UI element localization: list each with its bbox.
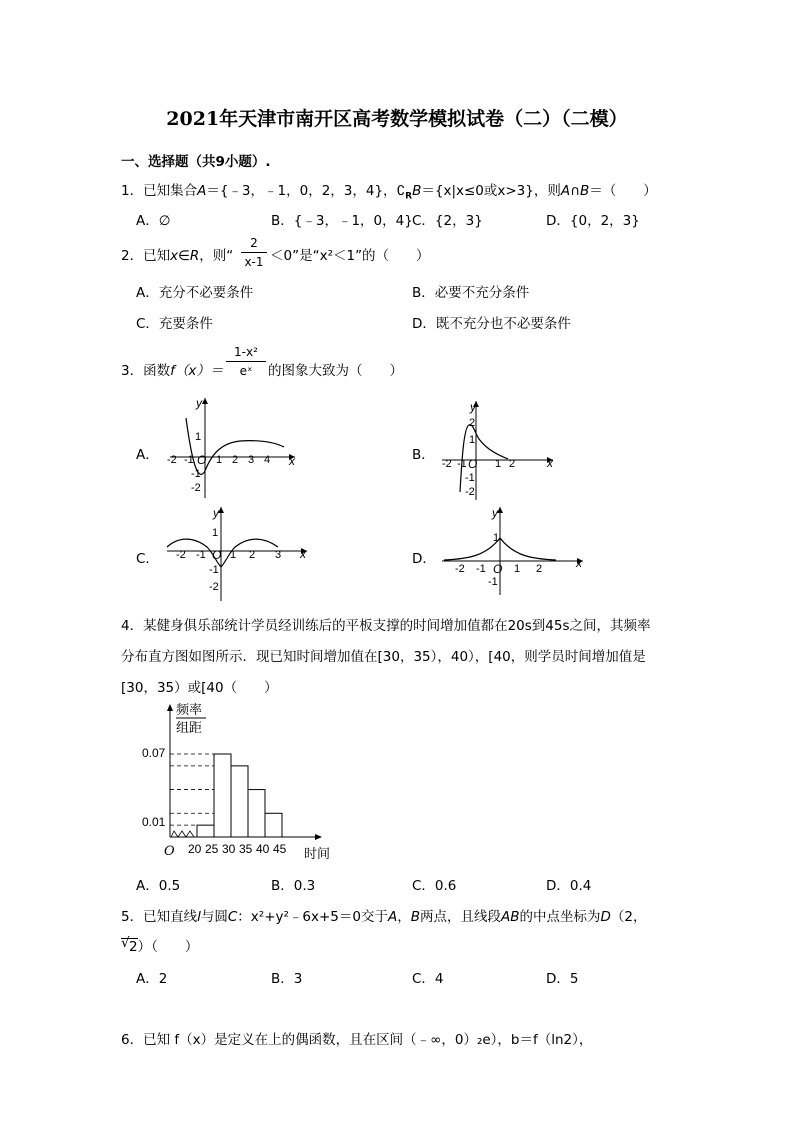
histogram-bar-2 [231, 766, 248, 837]
graph-d-x-label: x [576, 556, 582, 570]
q2-text-a: 已知 [143, 248, 171, 264]
q3-graph-d[interactable] [438, 503, 588, 598]
histogram-x-tick-30: 30 [222, 842, 236, 856]
q4-option-a[interactable]: A．0.5 [136, 878, 181, 894]
q5-text-g: （2， [610, 909, 647, 925]
graph-b-tick-y-neg1: -1 [465, 472, 475, 484]
q2-stem-left [121, 244, 233, 264]
graph-d-origin: O [493, 562, 503, 576]
q1-r: R [405, 191, 413, 202]
q2-frac-numerator: 2 [250, 236, 258, 250]
graph-a-tick-x-neg1: -1 [184, 454, 194, 466]
histogram-y-tick-001: 0.01 [142, 815, 166, 829]
graph-a-tick-y-neg2: -2 [191, 482, 201, 494]
q5-line2-rest: ）（ ） [137, 939, 199, 955]
graph-a-origin: O [197, 453, 207, 467]
q4-option-c[interactable]: C．0.6 [412, 878, 457, 894]
q3-graph-b[interactable] [438, 397, 558, 502]
q3-fx: f（x）＝ [170, 363, 224, 379]
graph-a-tick-x-4: 4 [264, 454, 271, 466]
q5-l: l [197, 909, 201, 925]
graph-b-tick-x-neg1: -1 [457, 458, 467, 470]
q3-option-a-label[interactable]: A． [136, 447, 159, 463]
graph-b-x-label: x [547, 456, 553, 470]
q6-number: 6． [121, 1032, 144, 1048]
histogram-axis-break [171, 831, 194, 837]
q1-text-b: ＝{﹣3，﹣1，0，2，3，4}， [206, 183, 397, 199]
histogram-ylabel-top: 频率 [176, 702, 203, 717]
graph-d-tick-x-2: 2 [536, 563, 543, 575]
graph-c-tick-x-2: 2 [249, 549, 256, 561]
graph-c-tick-y-neg2: -2 [209, 581, 219, 593]
q3-graph-a[interactable] [160, 393, 300, 503]
histogram-bar-1 [214, 754, 231, 837]
q5-text-a: 已知直线 [143, 909, 198, 925]
q4-stem-line-1 [121, 614, 651, 634]
q2-fraction [241, 236, 267, 269]
q5-stem-line-2 [121, 935, 198, 955]
q4-stem-line-3: [30，35）或[40（ ） [121, 680, 278, 696]
q1-option-a[interactable]: A．∅ [136, 213, 171, 229]
q5-ab: AB [501, 909, 520, 925]
histogram-x-label: 时间 [304, 846, 331, 861]
question-1-stem [121, 179, 657, 202]
histogram-y-arrow [167, 704, 173, 711]
q5-stem-line-1 [121, 905, 647, 925]
q2-option-b[interactable]: B．必要不充分条件 [412, 285, 530, 301]
histogram-origin: O [164, 844, 175, 859]
q2-option-d[interactable]: D．既不充分也不必要条件 [412, 316, 571, 332]
graph-c-x-label: x [300, 547, 306, 561]
q5-option-c[interactable]: C．4 [412, 971, 444, 987]
q3-option-c-label[interactable]: C． [136, 551, 159, 567]
q1-text-a: 已知集合 [143, 183, 198, 199]
q5-text-f: 的中点坐标为 [519, 909, 601, 925]
graph-a-tick-x-neg2: -2 [167, 454, 177, 466]
graph-b-y-label: y [470, 400, 476, 414]
page-title: 2021年天津市南开区高考数学模拟试卷（二）（二模） [166, 108, 628, 130]
graph-c-tick-y-1: 1 [212, 527, 219, 539]
q1-option-d[interactable]: D．{0，2，3} [546, 213, 640, 229]
graph-a-x-label: x [289, 454, 295, 468]
q3-frac-numerator: 1-x² [234, 345, 258, 359]
q2-var: x∈R [170, 248, 200, 264]
q6-text: 已知 f（x）是定义在上的偶函数，且在区间（﹣∞，0）₂e），b＝f（ln2）， [143, 1032, 593, 1048]
graph-a-y-label: y [196, 396, 202, 410]
q2-frac-denominator: x-1 [244, 255, 264, 269]
graph-a-tick-y-1: 1 [195, 431, 202, 443]
q5-text-d: ， [397, 909, 411, 925]
q1-option-b[interactable]: B．{﹣3，﹣1，0，4} [271, 213, 413, 229]
q2-text-b: ，则“ [199, 248, 234, 264]
graph-d-tick-x-neg1: -1 [476, 563, 486, 575]
q5-text-c: ：x²+y²﹣6x+5＝0交于 [237, 909, 388, 925]
q5-option-b[interactable]: B．3 [271, 971, 303, 987]
graph-c-tick-x-neg2: -2 [176, 549, 186, 561]
histogram-ylabel-bottom: 组距 [176, 720, 203, 735]
histogram-bars [197, 754, 282, 837]
histogram-x-tick-45: 45 [273, 842, 287, 856]
graph-d-tick-x-1: 1 [514, 563, 521, 575]
graph-a-tick-x-2: 2 [232, 454, 239, 466]
q5-c: C [227, 909, 238, 925]
q3-stem-left [121, 359, 223, 379]
q1-set-a: A [197, 183, 207, 199]
graph-c-tick-x-1: 1 [230, 549, 237, 561]
q5-sqrt-value: 2 [129, 939, 138, 955]
q3-text-a: 函数 [143, 363, 171, 379]
q4-stem-line-2: 分布直方图如图所示．现已知时间增加值在[30，35），40），[40，则学员时间增加值是 [121, 649, 646, 665]
histogram-x-tick-40: 40 [256, 842, 270, 856]
graph-a-tick-x-1: 1 [216, 454, 223, 466]
q3-option-b-label[interactable]: B． [412, 447, 435, 463]
q1-text-c: ＝{x|x≤0或x>3}，则 [421, 183, 561, 199]
graph-d-tick-x-neg2: -2 [455, 563, 465, 575]
histogram-y-tick-007: 0.07 [142, 746, 166, 760]
q3-graph-c[interactable] [163, 503, 313, 603]
graph-c-origin: O [212, 548, 222, 562]
graph-b-tick-y-2: 2 [469, 417, 476, 429]
q5-d: D [600, 909, 611, 925]
q6-stem [121, 1028, 592, 1048]
q1-text-d: ＝（ ） [589, 183, 657, 199]
histogram-bar-3 [248, 790, 265, 837]
q2-option-c[interactable]: C．充要条件 [136, 316, 213, 332]
histogram-x-arrow [315, 834, 322, 840]
graph-b-tick-x-1: 1 [495, 458, 502, 470]
graph-b-tick-y-1: 1 [469, 434, 476, 446]
graph-b-tick-x-2: 2 [509, 458, 516, 470]
graph-a-tick-x-3: 3 [248, 454, 255, 466]
q3-frac-denominator: eˣ [239, 364, 253, 378]
q2-number: 2． [121, 248, 144, 264]
histogram-bar-0 [197, 825, 214, 837]
graph-d-tick-y-1: 1 [493, 532, 500, 544]
q2-option-a[interactable]: A．充分不必要条件 [136, 285, 254, 301]
q5-number: 5． [121, 909, 144, 925]
q4-option-d[interactable]: D．0.4 [546, 878, 592, 894]
graph-c-y-label: y [213, 506, 219, 520]
q5-option-d[interactable]: D．5 [546, 971, 579, 987]
q4-number: 4． [121, 618, 144, 634]
histogram-x-tick-35: 35 [239, 842, 253, 856]
histogram-x-ticks [188, 842, 287, 856]
q3-fraction [226, 345, 266, 378]
q5-b: B [410, 909, 420, 925]
radical-icon: √ [121, 935, 130, 951]
histogram-x-tick-25: 25 [205, 842, 219, 856]
q4-histogram[interactable] [136, 700, 336, 865]
graph-c-tick-x-neg1: -1 [196, 549, 206, 561]
q5-text-e: 两点，且线段 [420, 909, 501, 925]
q4-option-b[interactable]: B．0.3 [271, 878, 316, 894]
graph-d-y-label: y [492, 506, 498, 520]
graph-b-origin: O [468, 457, 478, 471]
section-heading: 一、选择题（共9小题）. [121, 154, 271, 170]
q3-text-b: 的图象大致为（ ） [268, 363, 403, 379]
q5-sqrt [121, 935, 138, 955]
graph-b-tick-x-neg2: -2 [442, 458, 452, 470]
q3-number: 3． [121, 363, 144, 379]
graph-a-tick-y-neg1: -1 [191, 468, 201, 480]
histogram-x-tick-20: 20 [188, 842, 202, 856]
q5-text-b: 与圆 [200, 909, 228, 925]
q4-text-1: 某健身俱乐部统计学员经训练后的平板支撑的时间增加值都在20s到45s之间，其频率 [143, 618, 651, 634]
q5-option-a[interactable]: A．2 [136, 971, 168, 987]
graph-d-tick-y-neg1: -1 [488, 576, 498, 588]
q1-intersect: A∩B [560, 183, 590, 199]
graph-a-y-arrow [202, 398, 208, 404]
q1-number: 1． [121, 183, 144, 199]
q3-option-d-label[interactable]: D． [412, 551, 436, 567]
q1-complement: ∁ [396, 183, 406, 199]
graph-c-tick-y-neg1: -1 [209, 564, 219, 576]
q2-text-c: ＜0”是“x²＜1”的（ ） [270, 248, 430, 264]
graph-b-tick-y-neg2: -2 [465, 486, 475, 498]
histogram-bar-4 [265, 813, 282, 837]
q1-set-b: B [412, 183, 422, 199]
q1-option-c[interactable]: C．{2，3} [412, 213, 483, 229]
graph-c-tick-x-3: 3 [275, 549, 282, 561]
q5-a: A [387, 909, 398, 925]
